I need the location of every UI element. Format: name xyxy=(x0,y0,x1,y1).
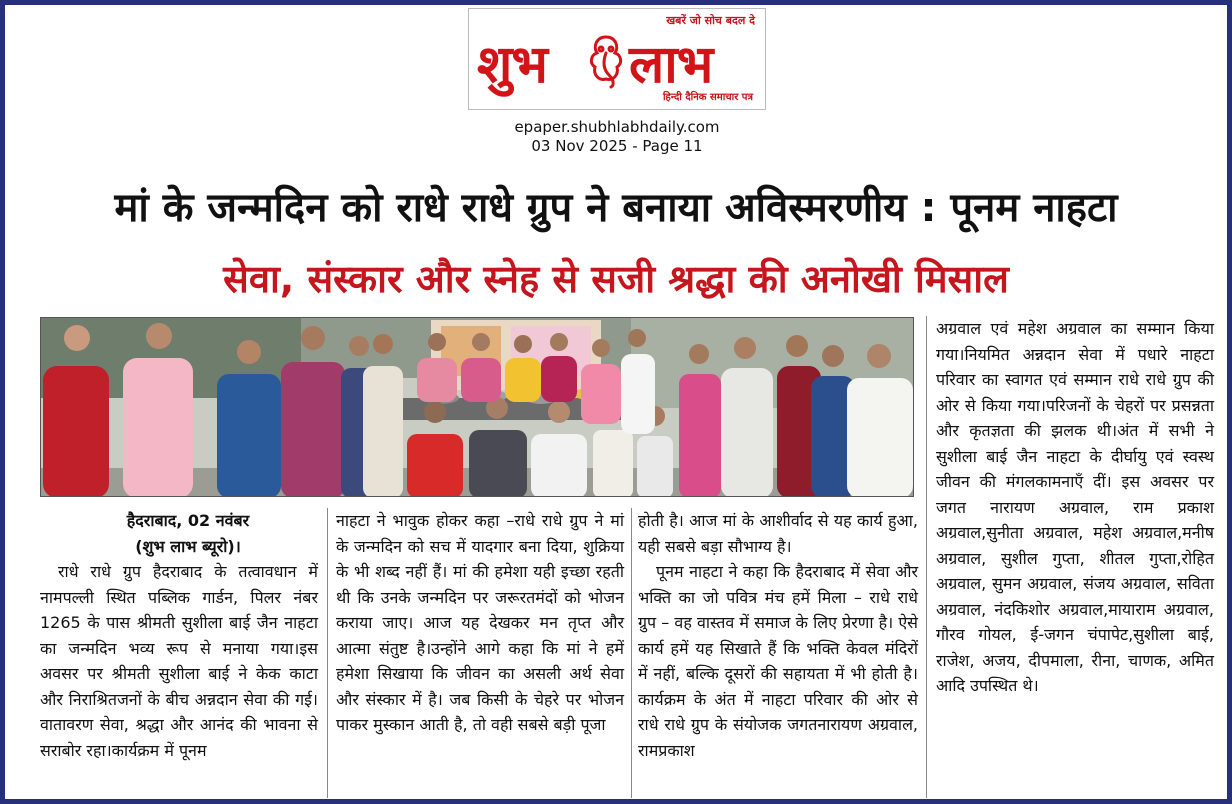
ganesha-icon xyxy=(581,31,631,91)
edition-meta xyxy=(468,118,766,156)
paragraph: होती है। आज मां के आशीर्वाद से यह कार्य हुआ, यही सबसे बड़ा सौभाग्य है। xyxy=(638,511,918,556)
paragraph: अग्रवाल एवं महेश अग्रवाल का सम्मान किया गया।नियमित अन्नदान सेवा में पधारे नाहटा परिवार का स्वागत एवं सम्मान राधे राधे ग्रुप की ओर से किया गया।परिजनों के चेहरों पर प्रसन्नता और कृतज्ञता की झलक थी।अंत में सभी ने सुशीला बाई जैन नाहटा के दीर्घायु एवं स्वस्थ जीवन की मंगलकामनाएँ दीं। इस अवसर पर जगत नारायण अग्रवाल, राम प्रकाश अग्रवाल,सुनीता अग्रवाल, महेश अग्रवाल,मनीष अग्रवाल, सुशील गुप्ता, शीतल गुप्ता,रोहित अग्रवाल, सुमन अग्रवाल, संजय अग्रवाल, सविता अग्रवाल, नंदकिशोर अग्रवाल,मायाराम अग्रवाल, गौरव गोयल, ई-जगन चंपापेट,सुशीला बाई, राजेश, अजय, दीपमाला, रीना, चाणक, अमित आदि उपस्थित थे। xyxy=(936,319,1214,695)
dateline-bureau: (शुभ लाभ ब्यूरो)। xyxy=(135,536,241,556)
paragraph: नाहटा ने भावुक होकर कहा –राधे राधे ग्रुप ने मां के जन्मदिन को सच में यादगार बना दिया, शुक्रिया के भी शब्द नहीं हैं। मां की हमेशा यही इच्छा रहती थी कि उनके जन्मदिन पर जरूरतमंदों को भोजन कराया जाए। आज यह देखकर मन तृप्त और आत्मा संतुष्ट है।उन्होंने आगे कहा कि मां ने हमें हमेशा सिखाया कि जीवन का असली अर्थ सेवा और संस्कार में है। जब किसी के चेहरे पर भोजन पाकर मुस्कान आती है, तो वही सबसे बड़ी पूजा xyxy=(336,511,624,734)
article-column-4 xyxy=(936,316,1214,699)
paragraph: राधे राधे ग्रुप हैदराबाद के तत्वावधान में नामपल्ली स्थित पब्लिक गार्डन, पिलर नंबर 1265 के पास श्रीमती सुशीला बाई जैन नाहटा का जन्मदिन भव्य रूप से मनाया गया।इस अवसर पर श्रीमती सुशीला बाई ने केक काटा और निराश्रितजनों के बीच अन्नदान सेवा की गई। वातावरण सेवा, श्रद्धा और आनंद की भावना से सराबोर रहा।कार्यक्रम में पूनम xyxy=(40,562,318,760)
dateline-location: हैदराबाद, 02 नवंबर xyxy=(126,511,250,530)
article-headline: मां के जन्मदिन को राधे राधे ग्रुप ने बनाया अविस्मरणीय : पूनम नाहटा xyxy=(114,185,1118,231)
article-subheadline: सेवा, संस्कार और स्नेह से सजी श्रद्धा की अनोखी मिसाल xyxy=(223,257,1009,301)
article-column-2 xyxy=(336,508,624,738)
issue-date-page: 03 Nov 2025 - Page 11 xyxy=(531,137,703,155)
event-photo xyxy=(40,317,914,497)
article-column-3 xyxy=(638,508,918,763)
article-column-1 xyxy=(40,508,318,763)
logo-word-left: शुभ xyxy=(477,35,547,95)
column-divider xyxy=(926,316,927,798)
site-url[interactable]: epaper.shubhlabhdaily.com xyxy=(514,118,720,136)
masthead-subtag: हिन्दी दैनिक समाचार पत्र xyxy=(662,92,753,103)
masthead-tagline: खबरें जो सोच बदल दे xyxy=(666,14,755,27)
column-divider xyxy=(631,508,632,798)
masthead-logo[interactable] xyxy=(468,8,766,110)
column-divider xyxy=(327,508,328,798)
logo-word-right: लाभ xyxy=(629,35,713,95)
paragraph: पूनम नाहटा ने कहा कि हैदराबाद में सेवा और भक्ति का जो पवित्र मंच हमें मिला – राधे राधे ग्रुप – वह वास्तव में समाज के लिए प्रेरणा है। ऐसे कार्य हमें यह सिखाते हैं कि भक्ति केवल मंदिरों में नहीं, बल्कि दूसरों की सहायता में भी होती है।कार्यक्रम के अंत में नाहटा परिवार की ओर से राधे राधे ग्रुप के संयोजक जगतनारायण अग्रवाल, रामप्रकाश xyxy=(638,562,918,760)
